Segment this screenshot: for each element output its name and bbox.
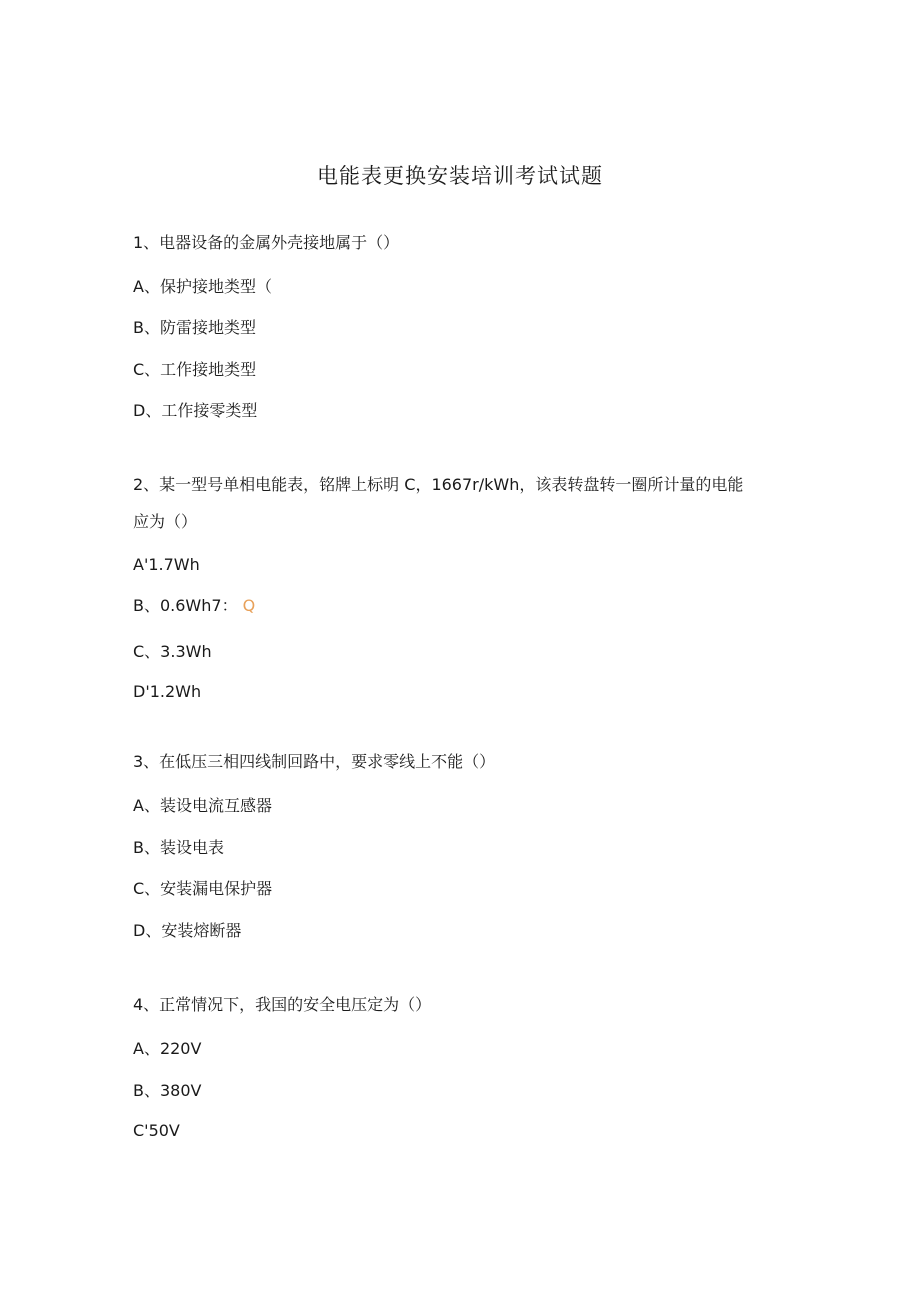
- question-1-stem: 1、电器设备的金属外壳接地属于（）: [133, 233, 400, 252]
- question-2-stem-line-1: 2、某一型号单相电能表，铭牌上标明 C，1667r/kWh，该表转盘转一圈所计量的电能: [133, 475, 744, 494]
- question-2-option-b: [133, 596, 255, 616]
- question-2-stem-line-2: 应为（）: [133, 512, 198, 531]
- question-1-option-a: A、保护接地类型（: [133, 277, 272, 296]
- question-2-option-b-text: B、0.6Wh7：: [133, 596, 238, 615]
- question-2-option-d: D'1.2Wh: [133, 682, 202, 701]
- question-3-option-d: D、安装熔断器: [133, 921, 242, 940]
- question-1-option-c: C、工作接地类型: [133, 360, 257, 379]
- question-4-option-c: C'50V: [133, 1121, 180, 1140]
- question-2-option-b-mark: Q: [242, 596, 256, 615]
- question-2-option-a: A'1.7Wh: [133, 555, 200, 574]
- question-3-stem: 3、在低压三相四线制回路中，要求零线上不能（）: [133, 752, 496, 771]
- page-title: 电能表更换安装培训考试试题: [317, 164, 603, 188]
- question-3-option-a: A、装设电流互感器: [133, 796, 272, 815]
- question-2-option-c: C、3.3Wh: [133, 642, 212, 661]
- question-1-option-d: D、工作接零类型: [133, 401, 258, 420]
- question-4-option-b: B、380V: [133, 1081, 202, 1100]
- question-1-option-b: B、防雷接地类型: [133, 318, 256, 337]
- question-4-option-a: A、220V: [133, 1039, 202, 1058]
- question-3-option-c: C、安装漏电保护器: [133, 879, 273, 898]
- question-4-stem: 4、正常情况下，我国的安全电压定为（）: [133, 995, 432, 1014]
- question-3-option-b: B、装设电表: [133, 838, 224, 857]
